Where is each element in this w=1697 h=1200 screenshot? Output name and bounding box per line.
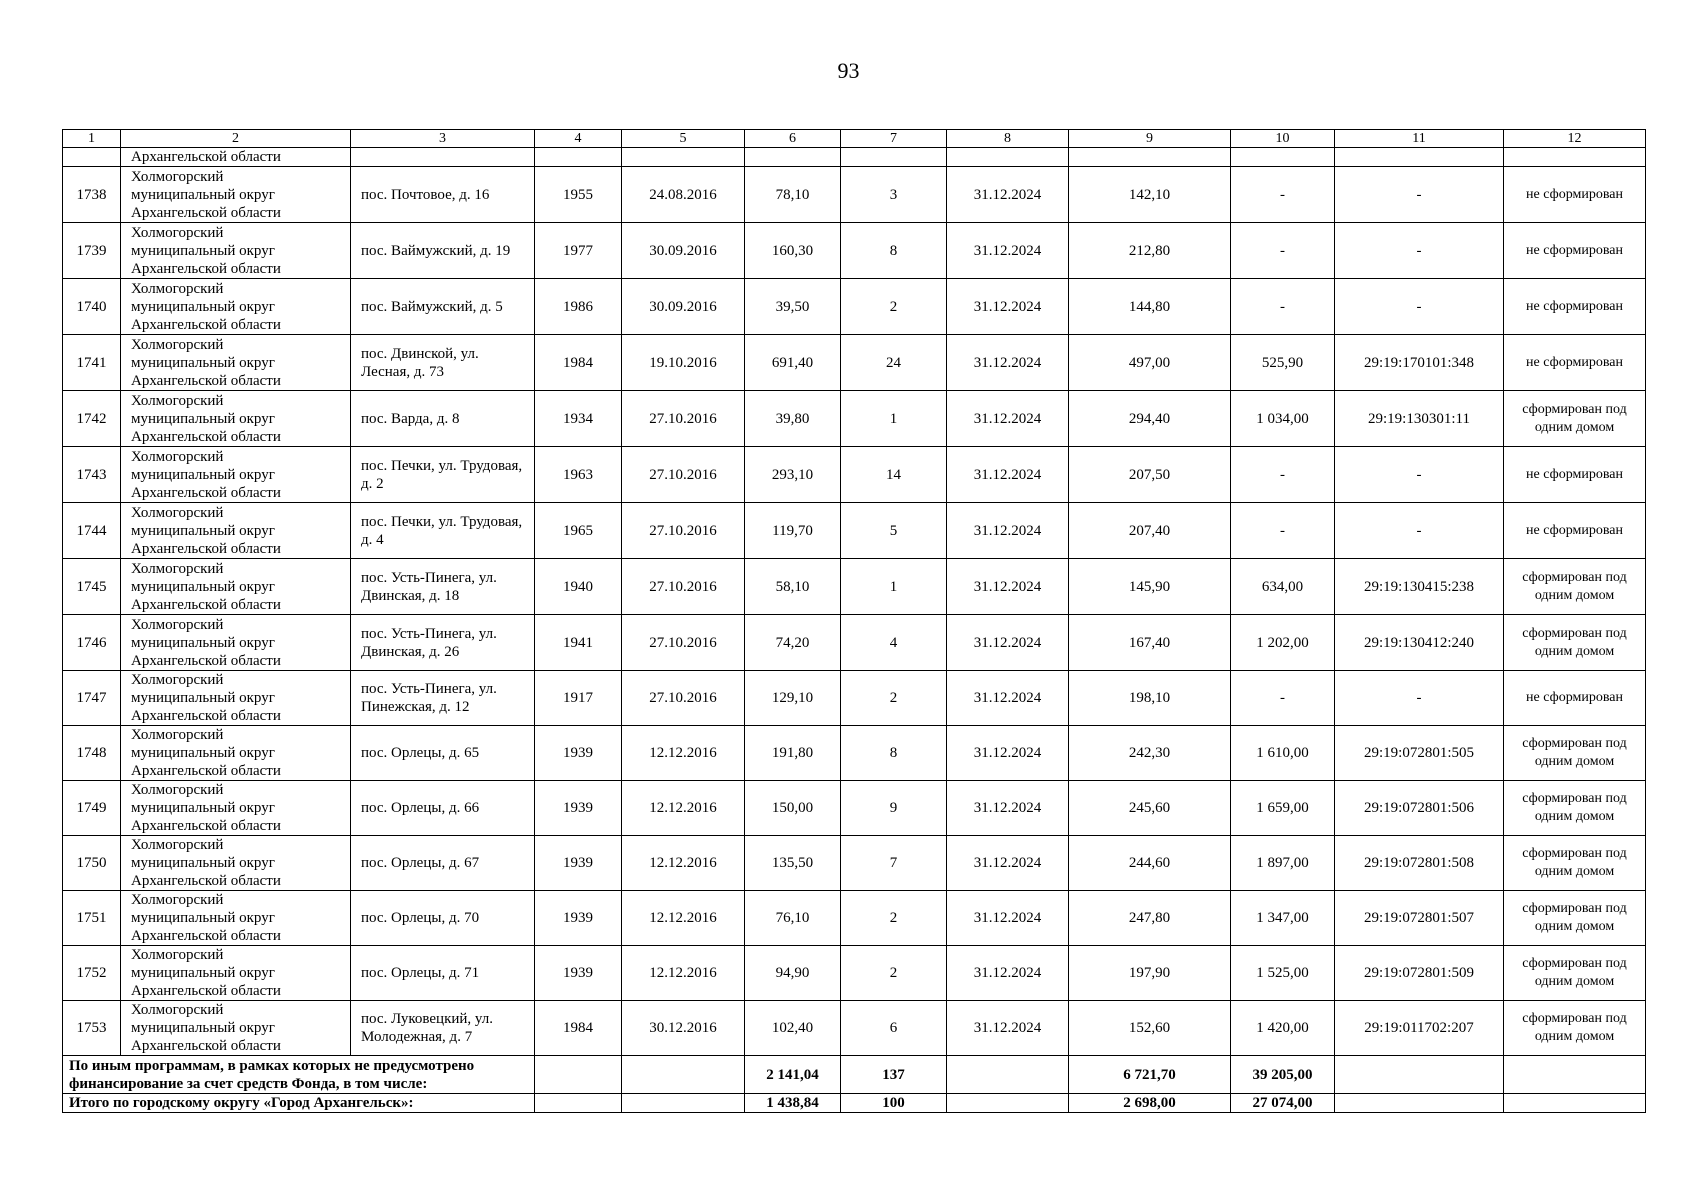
area-total-cell: 242,30	[1069, 726, 1231, 781]
cadastral-number-cell: 29:19:170101:348	[1335, 335, 1504, 391]
land-status-cell: сформирован под одним домом	[1504, 891, 1646, 946]
municipality-line: муниципальный округ	[131, 466, 275, 483]
resettlement-deadline-cell: 31.12.2024	[947, 559, 1069, 615]
address-cell: пос. Почтовое, д. 16	[351, 167, 535, 223]
land-status-cell: не сформирован	[1504, 503, 1646, 559]
area-total-cell: 497,00	[1069, 335, 1231, 391]
land-area-cell: -	[1231, 503, 1335, 559]
row-number: 1743	[63, 447, 121, 503]
resettlement-deadline-cell: 31.12.2024	[947, 781, 1069, 836]
municipality-line: муниципальный округ	[131, 634, 275, 651]
row-number: 1747	[63, 671, 121, 726]
recognition-date-cell: 12.12.2016	[622, 726, 745, 781]
residents-count-cell: 5	[841, 503, 947, 559]
area-cell: 94,90	[745, 946, 841, 1001]
cadastral-number-cell: -	[1335, 167, 1504, 223]
land-status-cell: сформирован под одним домом	[1504, 946, 1646, 1001]
cadastral-number-cell: 29:19:072801:506	[1335, 781, 1504, 836]
municipality-line: Холмогорский	[131, 672, 224, 688]
address-cell: пос. Двинской, ул. Лесная, д. 73	[351, 335, 535, 391]
area-cell: 119,70	[745, 503, 841, 559]
year-built-cell: 1939	[535, 781, 622, 836]
municipality-line: Архангельской области	[131, 428, 281, 445]
total-area: 1 438,84	[745, 1094, 841, 1113]
cadastral-number-cell: 29:19:072801:508	[1335, 836, 1504, 891]
municipality-line: Архангельской области	[131, 928, 281, 944]
summary-people: 137	[841, 1056, 947, 1094]
municipality-line: Холмогорский	[131, 168, 224, 185]
area-cell: 293,10	[745, 447, 841, 503]
municipality-line: Архангельской области	[131, 873, 281, 889]
recognition-date-cell: 12.12.2016	[622, 836, 745, 891]
resettlement-deadline-cell: 31.12.2024	[947, 223, 1069, 279]
municipality-line: муниципальный округ	[131, 410, 275, 427]
area-total-cell: 244,60	[1069, 836, 1231, 891]
municipality-cell	[121, 391, 351, 447]
recognition-date-cell: 12.12.2016	[622, 891, 745, 946]
municipality-line: Архангельской области	[131, 818, 281, 834]
row-number: 1749	[63, 781, 121, 836]
land-status-cell: не сформирован	[1504, 279, 1646, 335]
area-total-cell: 145,90	[1069, 559, 1231, 615]
table-row	[63, 503, 1646, 559]
municipality-line: муниципальный округ	[131, 745, 275, 761]
year-built-cell: 1939	[535, 946, 622, 1001]
municipality-cell	[121, 503, 351, 559]
column-number: 4	[535, 130, 622, 148]
municipality-line: Холмогорский	[131, 947, 224, 963]
table-row	[63, 279, 1646, 335]
area-cell: 74,20	[745, 615, 841, 671]
area-total-cell: 207,50	[1069, 447, 1231, 503]
address-cell: пос. Печки, ул. Трудовая, д. 2	[351, 447, 535, 503]
area-cell: 58,10	[745, 559, 841, 615]
area-total-cell: 152,60	[1069, 1001, 1231, 1056]
total-people: 100	[841, 1094, 947, 1113]
summary-land: 39 205,00	[1231, 1056, 1335, 1094]
address-cell: пос. Усть-Пинега, ул. Двинская, д. 26	[351, 615, 535, 671]
resettlement-deadline-cell: 31.12.2024	[947, 447, 1069, 503]
municipality-line: Холмогорский	[131, 392, 224, 409]
municipality-line: Архангельской области	[131, 708, 281, 724]
column-number: 2	[121, 130, 351, 148]
column-number: 3	[351, 130, 535, 148]
total-label: Итого по городскому округу «Город Архангельск»:	[63, 1094, 535, 1113]
table-row	[63, 946, 1646, 1001]
municipality-cell	[121, 167, 351, 223]
area-total-cell: 294,40	[1069, 391, 1231, 447]
resettlement-deadline-cell: 31.12.2024	[947, 615, 1069, 671]
area-total-cell: 247,80	[1069, 891, 1231, 946]
summary-area: 2 141,04	[745, 1056, 841, 1094]
resettlement-deadline-cell: 31.12.2024	[947, 335, 1069, 391]
row-number: 1740	[63, 279, 121, 335]
municipality-line: Холмогорский	[131, 224, 224, 241]
address-cell: пос. Луковецкий, ул. Молодежная, д. 7	[351, 1001, 535, 1056]
row-number: 1741	[63, 335, 121, 391]
land-area-cell: 1 347,00	[1231, 891, 1335, 946]
summary-row	[63, 1056, 1646, 1094]
area-total-cell: 212,80	[1069, 223, 1231, 279]
address-cell: пос. Орлецы, д. 65	[351, 726, 535, 781]
municipality-line: Архангельской области	[131, 983, 281, 999]
land-area-cell: -	[1231, 447, 1335, 503]
municipality-cell	[121, 671, 351, 726]
recognition-date-cell: 27.10.2016	[622, 447, 745, 503]
area-cell: 191,80	[745, 726, 841, 781]
municipality-line: Архангельской области	[131, 260, 281, 277]
page-number: 93	[837, 58, 860, 83]
area-cell: 129,10	[745, 671, 841, 726]
cadastral-number-cell: -	[1335, 223, 1504, 279]
year-built-cell: 1986	[535, 279, 622, 335]
municipality-cell	[121, 279, 351, 335]
area-cell: 39,50	[745, 279, 841, 335]
area-cell: 135,50	[745, 836, 841, 891]
municipality-line: муниципальный округ	[131, 1020, 275, 1036]
municipality-cell	[121, 891, 351, 946]
area-cell: 76,10	[745, 891, 841, 946]
column-number: 12	[1504, 130, 1646, 148]
year-built-cell: 1963	[535, 447, 622, 503]
housing-register-table	[62, 129, 1646, 1113]
municipality-cell	[121, 946, 351, 1001]
land-area-cell: 1 897,00	[1231, 836, 1335, 891]
municipality-cell	[121, 447, 351, 503]
municipality-cell	[121, 726, 351, 781]
land-area-cell: -	[1231, 279, 1335, 335]
row-number: 1746	[63, 615, 121, 671]
land-area-cell: 525,90	[1231, 335, 1335, 391]
address-cell: пос. Усть-Пинега, ул. Двинская, д. 18	[351, 559, 535, 615]
column-number: 10	[1231, 130, 1335, 148]
municipality-line: муниципальный округ	[131, 522, 275, 539]
table-row	[63, 1001, 1646, 1056]
land-status-cell: сформирован под одним домом	[1504, 559, 1646, 615]
municipality-cell	[121, 615, 351, 671]
row-number: 1739	[63, 223, 121, 279]
table-row	[63, 781, 1646, 836]
area-cell: 691,40	[745, 335, 841, 391]
area-cell: 78,10	[745, 167, 841, 223]
municipality-line: Холмогорский	[131, 892, 224, 908]
municipality-cell	[121, 781, 351, 836]
area-total-cell: 197,90	[1069, 946, 1231, 1001]
land-area-cell: 1 610,00	[1231, 726, 1335, 781]
residents-count-cell: 6	[841, 1001, 947, 1056]
area-cell: 150,00	[745, 781, 841, 836]
municipality-line: Архангельской области	[131, 372, 281, 389]
year-built-cell: 1940	[535, 559, 622, 615]
residents-count-cell: 7	[841, 836, 947, 891]
municipality-line: муниципальный округ	[131, 186, 275, 203]
land-status-cell: не сформирован	[1504, 447, 1646, 503]
land-area-cell: -	[1231, 167, 1335, 223]
table-row	[63, 671, 1646, 726]
resettlement-deadline-cell: 31.12.2024	[947, 671, 1069, 726]
column-number: 11	[1335, 130, 1504, 148]
resettlement-deadline-cell: 31.12.2024	[947, 279, 1069, 335]
municipality-line: Архангельской области	[131, 596, 281, 613]
table-row	[63, 615, 1646, 671]
column-number: 9	[1069, 130, 1231, 148]
row-number: 1752	[63, 946, 121, 1001]
total-area2: 2 698,00	[1069, 1094, 1231, 1113]
row-number: 1751	[63, 891, 121, 946]
municipality-line: муниципальный округ	[131, 800, 275, 816]
land-status-cell: не сформирован	[1504, 671, 1646, 726]
residents-count-cell: 9	[841, 781, 947, 836]
land-status-cell: сформирован под одним домом	[1504, 615, 1646, 671]
recognition-date-cell: 12.12.2016	[622, 781, 745, 836]
recognition-date-cell: 27.10.2016	[622, 615, 745, 671]
municipality-line: Архангельской области	[131, 484, 281, 501]
column-number: 8	[947, 130, 1069, 148]
land-area-cell: -	[1231, 671, 1335, 726]
summary-label: По иным программам, в рамках которых не предусмотрено финансирование за счет средств Фонда, в том числе:	[63, 1056, 535, 1094]
row-number: 1744	[63, 503, 121, 559]
municipality-line: муниципальный округ	[131, 910, 275, 926]
resettlement-deadline-cell: 31.12.2024	[947, 503, 1069, 559]
column-number: 1	[63, 130, 121, 148]
land-status-cell: сформирован под одним домом	[1504, 781, 1646, 836]
land-status-cell: сформирован под одним домом	[1504, 836, 1646, 891]
land-area-cell: 1 420,00	[1231, 1001, 1335, 1056]
municipality-line: муниципальный округ	[131, 965, 275, 981]
recognition-date-cell: 30.09.2016	[622, 279, 745, 335]
municipality-cell	[121, 335, 351, 391]
area-total-cell: 142,10	[1069, 167, 1231, 223]
land-area-cell: 634,00	[1231, 559, 1335, 615]
cadastral-number-cell: 29:19:072801:505	[1335, 726, 1504, 781]
table-row	[63, 391, 1646, 447]
column-number-row	[63, 130, 1646, 148]
resettlement-deadline-cell: 31.12.2024	[947, 891, 1069, 946]
area-cell: 160,30	[745, 223, 841, 279]
area-total-cell: 167,40	[1069, 615, 1231, 671]
total-row	[63, 1094, 1646, 1113]
address-cell: пос. Орлецы, д. 67	[351, 836, 535, 891]
cadastral-number-cell: -	[1335, 279, 1504, 335]
area-total-cell: 207,40	[1069, 503, 1231, 559]
resettlement-deadline-cell: 31.12.2024	[947, 1001, 1069, 1056]
address-cell: пос. Печки, ул. Трудовая, д. 4	[351, 503, 535, 559]
recognition-date-cell: 19.10.2016	[622, 335, 745, 391]
address-cell: пос. Орлецы, д. 70	[351, 891, 535, 946]
recognition-date-cell: 12.12.2016	[622, 946, 745, 1001]
column-number: 6	[745, 130, 841, 148]
municipality-line: муниципальный округ	[131, 855, 275, 871]
recognition-date-cell: 27.10.2016	[622, 503, 745, 559]
land-area-cell: 1 525,00	[1231, 946, 1335, 1001]
cadastral-number-cell: 29:19:130301:11	[1335, 391, 1504, 447]
cadastral-number-cell: -	[1335, 447, 1504, 503]
land-status-cell: не сформирован	[1504, 167, 1646, 223]
municipality-cell	[121, 1001, 351, 1056]
residents-count-cell: 1	[841, 559, 947, 615]
residents-count-cell: 24	[841, 335, 947, 391]
land-status-cell: сформирован под одним домом	[1504, 1001, 1646, 1056]
municipality-line: Архангельской области	[131, 204, 281, 221]
municipality-line: муниципальный округ	[131, 242, 275, 259]
year-built-cell: 1955	[535, 167, 622, 223]
residents-count-cell: 1	[841, 391, 947, 447]
table-row	[63, 559, 1646, 615]
municipality-line: Холмогорский	[131, 1002, 224, 1018]
address-cell: пос. Орлецы, д. 71	[351, 946, 535, 1001]
land-area-cell: -	[1231, 223, 1335, 279]
cadastral-number-cell: -	[1335, 503, 1504, 559]
municipality-line: Холмогорский	[131, 560, 224, 577]
table-row	[63, 335, 1646, 391]
cadastral-number-cell: 29:19:072801:509	[1335, 946, 1504, 1001]
year-built-cell: 1917	[535, 671, 622, 726]
resettlement-deadline-cell: 31.12.2024	[947, 726, 1069, 781]
row-number: 1748	[63, 726, 121, 781]
recognition-date-cell: 27.10.2016	[622, 671, 745, 726]
municipality-line: муниципальный округ	[131, 578, 275, 595]
residents-count-cell: 2	[841, 891, 947, 946]
municipality-line: Холмогорский	[131, 448, 224, 465]
address-cell: пос. Усть-Пинега, ул. Пинежская, д. 12	[351, 671, 535, 726]
municipality-line: Холмогорский	[131, 837, 224, 853]
land-status-cell: не сформирован	[1504, 335, 1646, 391]
municipality-line: Холмогорский	[131, 280, 224, 297]
year-built-cell: 1939	[535, 891, 622, 946]
recognition-date-cell: 27.10.2016	[622, 391, 745, 447]
municipality-line: муниципальный округ	[131, 690, 275, 706]
table-row	[63, 891, 1646, 946]
land-area-cell: 1 659,00	[1231, 781, 1335, 836]
year-built-cell: 1934	[535, 391, 622, 447]
area-cell: 102,40	[745, 1001, 841, 1056]
municipality-line: муниципальный округ	[131, 354, 275, 371]
table-row	[63, 167, 1646, 223]
year-built-cell: 1965	[535, 503, 622, 559]
row-number: 1750	[63, 836, 121, 891]
summary-area2: 6 721,70	[1069, 1056, 1231, 1094]
land-status-cell: сформирован под одним домом	[1504, 726, 1646, 781]
row-number: 1753	[63, 1001, 121, 1056]
municipality-line: Архангельской области	[131, 1038, 281, 1054]
address-cell: пос. Варда, д. 8	[351, 391, 535, 447]
land-status-cell: не сформирован	[1504, 223, 1646, 279]
continuation-row	[63, 148, 1646, 167]
residents-count-cell: 8	[841, 223, 947, 279]
area-cell: 39,80	[745, 391, 841, 447]
year-built-cell: 1941	[535, 615, 622, 671]
address-cell: пос. Ваймужский, д. 19	[351, 223, 535, 279]
residents-count-cell: 2	[841, 279, 947, 335]
residents-count-cell: 14	[841, 447, 947, 503]
resettlement-deadline-cell: 31.12.2024	[947, 836, 1069, 891]
municipality-line: Архангельской области	[131, 316, 281, 333]
row-number: 1745	[63, 559, 121, 615]
total-land: 27 074,00	[1231, 1094, 1335, 1113]
municipality-line: Архангельской области	[131, 763, 281, 779]
municipality-cell	[121, 559, 351, 615]
land-status-cell: сформирован под одним домом	[1504, 391, 1646, 447]
address-cell: пос. Ваймужский, д. 5	[351, 279, 535, 335]
column-number: 7	[841, 130, 947, 148]
municipality-line: Архангельской области	[131, 652, 281, 669]
land-area-cell: 1 202,00	[1231, 615, 1335, 671]
year-built-cell: 1984	[535, 335, 622, 391]
recognition-date-cell: 24.08.2016	[622, 167, 745, 223]
row-number: 1742	[63, 391, 121, 447]
column-number: 5	[622, 130, 745, 148]
resettlement-deadline-cell: 31.12.2024	[947, 946, 1069, 1001]
municipality-line: Холмогорский	[131, 504, 224, 521]
municipality-cell	[121, 836, 351, 891]
municipality-cell	[121, 223, 351, 279]
residents-count-cell: 2	[841, 946, 947, 1001]
recognition-date-cell: 30.12.2016	[622, 1001, 745, 1056]
cadastral-number-cell: -	[1335, 671, 1504, 726]
year-built-cell: 1977	[535, 223, 622, 279]
municipality-line: Архангельской области	[131, 540, 281, 557]
municipality-line: Холмогорский	[131, 616, 224, 633]
area-total-cell: 144,80	[1069, 279, 1231, 335]
area-total-cell: 198,10	[1069, 671, 1231, 726]
year-built-cell: 1939	[535, 726, 622, 781]
municipality-line: Холмогорский	[131, 336, 224, 353]
recognition-date-cell: 27.10.2016	[622, 559, 745, 615]
residents-count-cell: 2	[841, 671, 947, 726]
year-built-cell: 1984	[535, 1001, 622, 1056]
resettlement-deadline-cell: 31.12.2024	[947, 167, 1069, 223]
residents-count-cell: 4	[841, 615, 947, 671]
municipality-line: муниципальный округ	[131, 298, 275, 315]
municipality-line: Холмогорский	[131, 782, 224, 798]
recognition-date-cell: 30.09.2016	[622, 223, 745, 279]
row-number: 1738	[63, 167, 121, 223]
year-built-cell: 1939	[535, 836, 622, 891]
table-row	[63, 223, 1646, 279]
resettlement-deadline-cell: 31.12.2024	[947, 391, 1069, 447]
residents-count-cell: 8	[841, 726, 947, 781]
table-row	[63, 447, 1646, 503]
table-row	[63, 726, 1646, 781]
area-total-cell: 245,60	[1069, 781, 1231, 836]
cadastral-number-cell: 29:19:130415:238	[1335, 559, 1504, 615]
cadastral-number-cell: 29:19:011702:207	[1335, 1001, 1504, 1056]
continuation-text: Архангельской области	[121, 148, 351, 167]
municipality-line: Холмогорский	[131, 727, 224, 743]
residents-count-cell: 3	[841, 167, 947, 223]
land-area-cell: 1 034,00	[1231, 391, 1335, 447]
cadastral-number-cell: 29:19:130412:240	[1335, 615, 1504, 671]
cadastral-number-cell: 29:19:072801:507	[1335, 891, 1504, 946]
address-cell: пос. Орлецы, д. 66	[351, 781, 535, 836]
table-row	[63, 836, 1646, 891]
